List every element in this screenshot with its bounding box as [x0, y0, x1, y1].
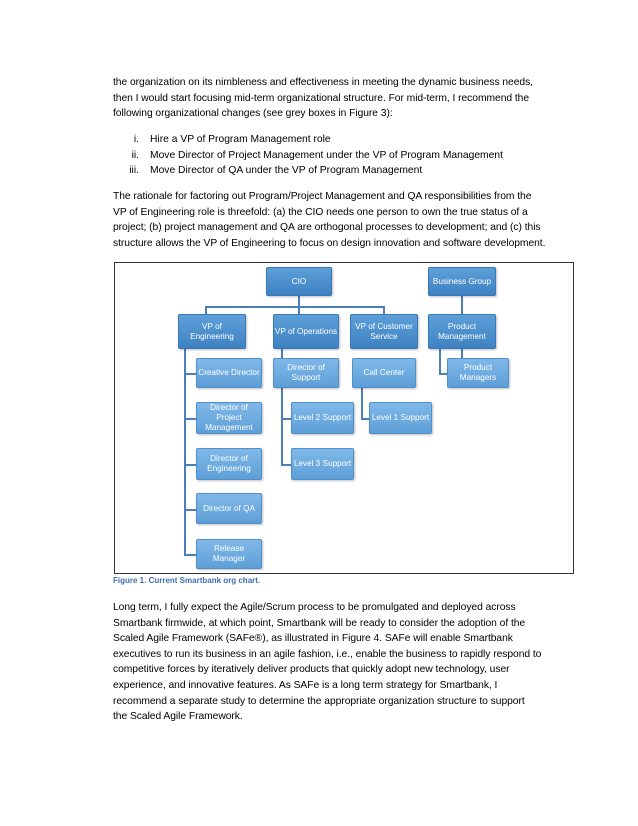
org-node-vp-customer-service: VP of Customer Service: [350, 314, 418, 349]
list-number: i.: [133, 134, 139, 145]
long-term-paragraph: [113, 600, 559, 725]
org-node-director-qa: Director of QA: [196, 493, 262, 524]
text-line: VP of Engineering role is threefold: (a) the CIO needs one person to own the true status of a: [113, 206, 528, 218]
connector: [184, 509, 196, 511]
text-line: the organization on its nimbleness and effectiveness in meeting the dynamic business needs,: [113, 77, 533, 88]
org-node-level3-support: Level 3 Support: [291, 448, 354, 480]
connector: [298, 306, 300, 314]
org-node-call-center: Call Center: [352, 358, 416, 388]
rationale-paragraph: [113, 189, 559, 251]
org-node-release-manager: Release Manager: [196, 539, 262, 569]
org-node-director-engineering: Director of Engineering: [196, 448, 262, 480]
list-number: ii.: [131, 149, 139, 161]
list-item: [113, 163, 573, 179]
list-item: [113, 132, 573, 148]
text-line: structure allows the VP of Engineering to focus on design innovation and software development.: [113, 237, 546, 249]
text-line: The rationale for factoring out Program/Project Management and QA responsibilities from the: [113, 191, 532, 202]
connector: [361, 388, 363, 420]
connector: [461, 348, 463, 358]
org-chart-figure: [114, 262, 574, 574]
text-line: the Scaled Agile Framework.: [113, 711, 243, 723]
connector: [361, 418, 369, 420]
connector: [205, 306, 207, 314]
connector: [184, 464, 196, 466]
connector: [281, 464, 291, 466]
list-text: Move Director of QA under the VP of Program Management: [150, 165, 423, 177]
text-line: Long term, I fully expect the Agile/Scrum process to be promulgated and deployed across: [113, 602, 516, 613]
text-line: competitive forces by iteratively deliver products that quickly adopt new technology, user: [113, 664, 510, 676]
connector: [184, 554, 196, 556]
org-node-vp-engineering: VP of Engineering: [178, 314, 246, 349]
connector: [281, 388, 283, 465]
org-node-level2-support: Level 2 Support: [291, 402, 354, 434]
list-number: iii.: [129, 165, 139, 177]
recommendation-list: [113, 132, 573, 179]
org-node-cio: CIO: [266, 267, 332, 296]
text-line: Smartbank firmwide, at which point, Smartbank will be ready to consider the adoption of the: [113, 617, 526, 629]
connector: [281, 418, 291, 420]
connector: [184, 373, 196, 375]
text-line: Scaled Agile Framework (SAFe®), as illustrated in Figure 4. SAFe will enable Smartbank: [113, 633, 513, 645]
list-item: [113, 148, 573, 164]
list-text: Hire a VP of Program Management role: [150, 134, 331, 145]
figure-caption: Figure 1. Current Smartbank org chart.: [113, 576, 261, 585]
connector: [184, 418, 196, 420]
connector: [439, 348, 441, 374]
org-node-business-group: Business Group: [428, 267, 496, 296]
list-text: Move Director of Project Management under the VP of Program Management: [150, 149, 503, 161]
org-node-director-project-management: Director of Project Management: [196, 402, 262, 434]
text-line: executives to run its business in an agile fashion, i.e., enable the business to rapidly respond to: [113, 648, 542, 660]
org-node-level1-support: Level 1 Support: [369, 402, 432, 434]
connector: [439, 373, 447, 375]
connector: [383, 306, 385, 314]
text-line: recommend a separate study to determine the appropriate organization structure to support: [113, 695, 525, 707]
org-node-creative-director: Creative Director: [196, 358, 262, 388]
text-line: experience, and innovative features. As SAFe is a long term strategy for Smartbank, I: [113, 679, 498, 691]
connector: [205, 306, 384, 308]
connector: [281, 348, 283, 358]
org-node-vp-operations: VP of Operations: [273, 314, 339, 349]
text-line: then I would start focusing mid-term organizational structure. For mid-term, I recommend the: [113, 92, 530, 104]
connector: [461, 295, 463, 314]
org-node-director-support: Director of Support: [273, 358, 339, 388]
connector: [184, 348, 186, 555]
org-node-product-management: Product Management: [428, 314, 496, 349]
intro-paragraph: [113, 75, 559, 122]
text-line: following organizational changes (see grey boxes in Figure 3):: [113, 108, 393, 120]
org-node-product-managers: Product Managers: [447, 358, 509, 388]
text-line: project; (b) project management and QA are orthogonal processes to development; and (c) this: [113, 222, 541, 234]
